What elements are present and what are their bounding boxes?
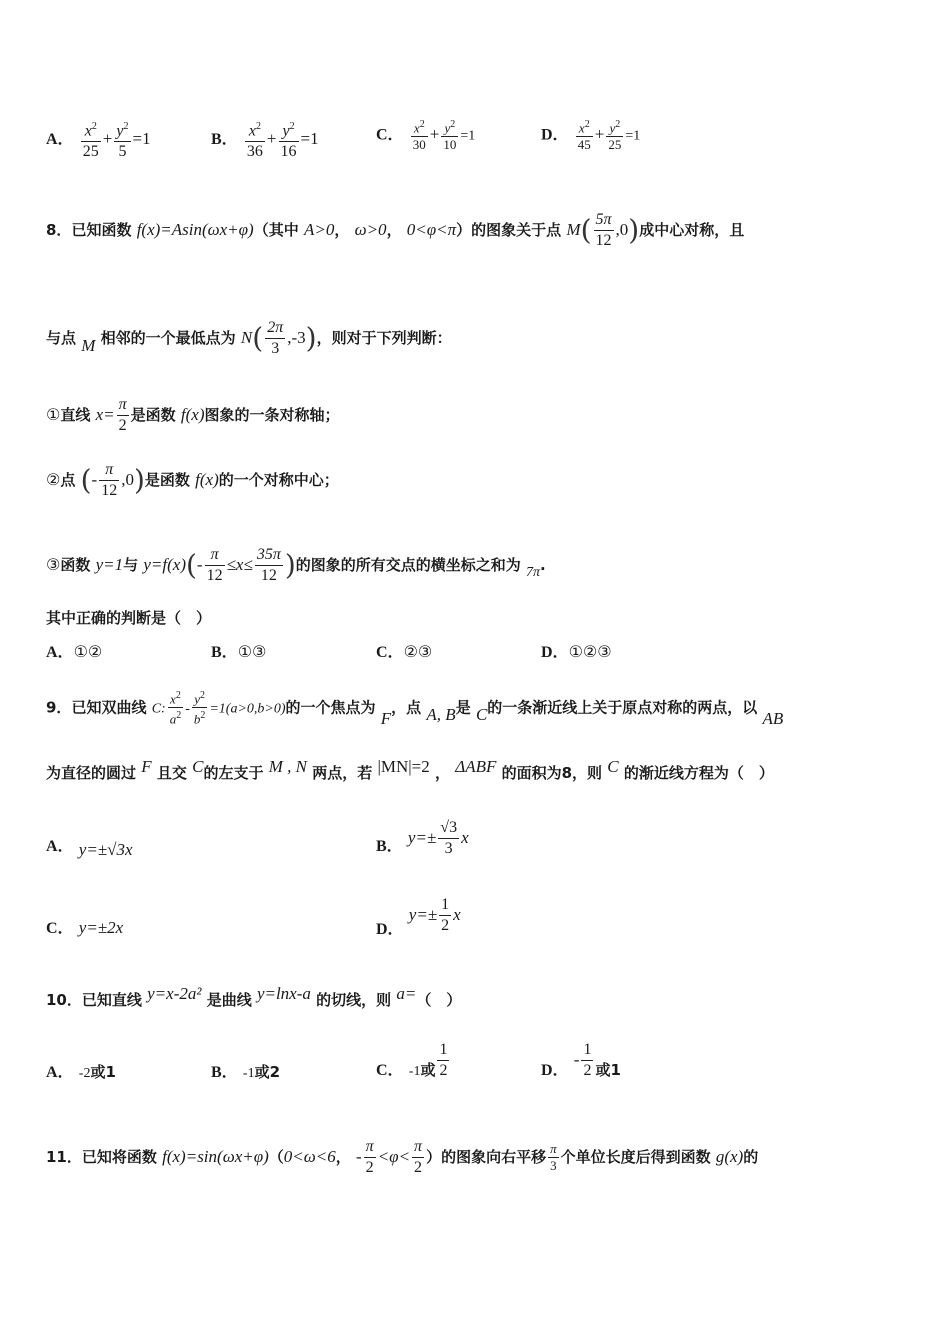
question-number: 11．: [46, 1148, 82, 1166]
q8-option-b[interactable]: B．①③: [211, 642, 267, 661]
q9-stem-line1: 9．已知双曲线 C: $\frac{x^2}{a^2}$ - $\frac{y^2}{b^2}$ =1(a>0,b>0)的一个焦点为 F，点 A, B是 C的一条渐近线上关于原点对称的两点，以 AB: [46, 690, 784, 729]
q8-option-d[interactable]: D．①②③: [541, 642, 612, 661]
q9-stem-line2: 为直径的圆过 F 且交 C的左支于 M , N 两点，若 |MN|=2 ， ΔABF 的面积为8，则 C 的渐近线方程为（ ）: [46, 757, 774, 782]
fraction: $\frac{y^2}{5}$: [114, 117, 130, 162]
q8-statement-2: ②点 (- $\frac{\pi}{12}$ ,0)是函数 f(x)的一个对称中心；: [46, 461, 339, 499]
fraction: $\frac{x^2}{30}$: [412, 119, 426, 153]
fraction: $\frac{y^2}{25}$: [608, 119, 622, 153]
function-expr: f(x)=Asin(ωx+φ): [136, 220, 254, 239]
fraction: $\frac{y^2}{10}$: [443, 119, 457, 153]
fraction: $\frac{y^2}{b^2}$: [193, 690, 206, 727]
fraction: $\frac{x^2}{45}$: [577, 119, 591, 153]
fraction: $\frac{\pi}{3}$: [550, 1141, 557, 1173]
q7-option-a[interactable]: A． $\frac{x^2}{25}$ + $\frac{y^2}{5}$ =1: [46, 117, 151, 162]
fraction: $\frac{5\pi}{12}$: [595, 211, 612, 249]
q10-stem: 10．已知直线 y=x-2a² 是曲线 y=lnx-a 的切线，则 a=（ ）: [46, 984, 462, 1009]
q8-statement-3: ③函数 y=1与 y=f(x)(- $\frac{\pi}{12}$ ≤x≤ $\frac{35\pi}{12}$ )的图象的所有交点的横坐标之和为 7π.: [46, 546, 546, 584]
q8-statement-1: ①直线 x= $\frac{\pi}{2}$ 是函数 f(x)图象的一条对称轴；: [46, 396, 340, 434]
fraction: $\frac{\pi}{2}$: [414, 1138, 423, 1176]
q8-stem-line2: 与点 M 相邻的一个最低点为 N( $\frac{2\pi}{3}$ ,-3)，则对于下列判断：: [46, 319, 452, 357]
q8-option-c[interactable]: C．②③: [376, 642, 433, 661]
option-label: D．: [541, 126, 569, 144]
fraction: $\frac{x^2}{36}$: [245, 117, 265, 162]
option-label: B．: [211, 131, 238, 149]
question-number: 8．: [46, 221, 72, 239]
fraction: $\frac{x^2}{25}$: [81, 117, 101, 162]
q10-option-a[interactable]: A． -2或1: [46, 1063, 116, 1081]
fraction: $\frac{√3}{3}$: [440, 819, 458, 857]
fraction: $\frac{1}{2}$: [583, 1041, 592, 1079]
option-label: C．: [376, 126, 404, 144]
q7-option-c[interactable]: C． $\frac{x^2}{30}$ + $\frac{y^2}{10}$ =1: [376, 119, 476, 153]
q11-stem: 11．已知将函数 f(x)=sin(ωx+φ)（0<ω<6， - $\frac{\pi}{2}$ <φ< $\frac{\pi}{2}$ ）的图象向右平移 $\frac{\pi}{3}$ 个单位长度后得到函数 g(x)的: [46, 1138, 759, 1176]
q7-option-b[interactable]: B． $\frac{x^2}{36}$ + $\frac{y^2}{16}$ =1: [211, 117, 319, 162]
fraction: $\frac{\pi}{2}$: [118, 396, 127, 434]
q10-option-d[interactable]: D． - $\frac{1}{2}$ 或1: [541, 1041, 621, 1079]
q10-option-b[interactable]: B． -1或2: [211, 1063, 281, 1081]
option-label: A．: [46, 131, 74, 149]
fraction: $\frac{x^2}{a^2}$: [169, 690, 182, 727]
q8-ask: 其中正确的判断是（ ）: [46, 609, 212, 627]
q9-option-b[interactable]: B． y=± $\frac{√3}{3}$ x: [376, 819, 469, 857]
fraction: $\frac{y^2}{16}$: [279, 117, 299, 162]
question-number: 10．: [46, 991, 82, 1009]
fraction: $\frac{1}{2}$: [439, 1041, 448, 1079]
fraction: $\frac{2\pi}{3}$: [267, 319, 284, 357]
q9-option-c[interactable]: C． y=±2x: [46, 918, 124, 937]
q10-option-c[interactable]: C． -1或 $\frac{1}{2}$: [376, 1041, 448, 1079]
q8-stem-line1: 8．已知函数 f(x)=Asin(ωx+φ)（其中 A>0， ω>0， 0<φ<π）的图象关于点 M( $\frac{5\pi}{12}$ ,0)成中心对称，且: [46, 211, 745, 249]
fraction: $\frac{35\pi}{12}$: [256, 546, 281, 584]
q9-option-d[interactable]: D． y=± $\frac{1}{2}$ x: [376, 896, 461, 938]
question-number: 9．: [46, 698, 72, 717]
fraction: $\frac{\pi}{12}$: [206, 546, 223, 584]
fraction: $\frac{1}{2}$: [441, 896, 450, 934]
function-expr: f(x)=sin(ωx+φ): [162, 1147, 269, 1166]
q9-option-a[interactable]: A． y=±√3x: [46, 838, 133, 859]
fraction: $\frac{\pi}{12}$: [101, 461, 118, 499]
q8-option-a[interactable]: A．①②: [46, 642, 103, 661]
q7-option-d[interactable]: D． $\frac{x^2}{45}$ + $\frac{y^2}{25}$ =1: [541, 119, 641, 153]
fraction: $\frac{\pi}{2}$: [365, 1138, 374, 1176]
